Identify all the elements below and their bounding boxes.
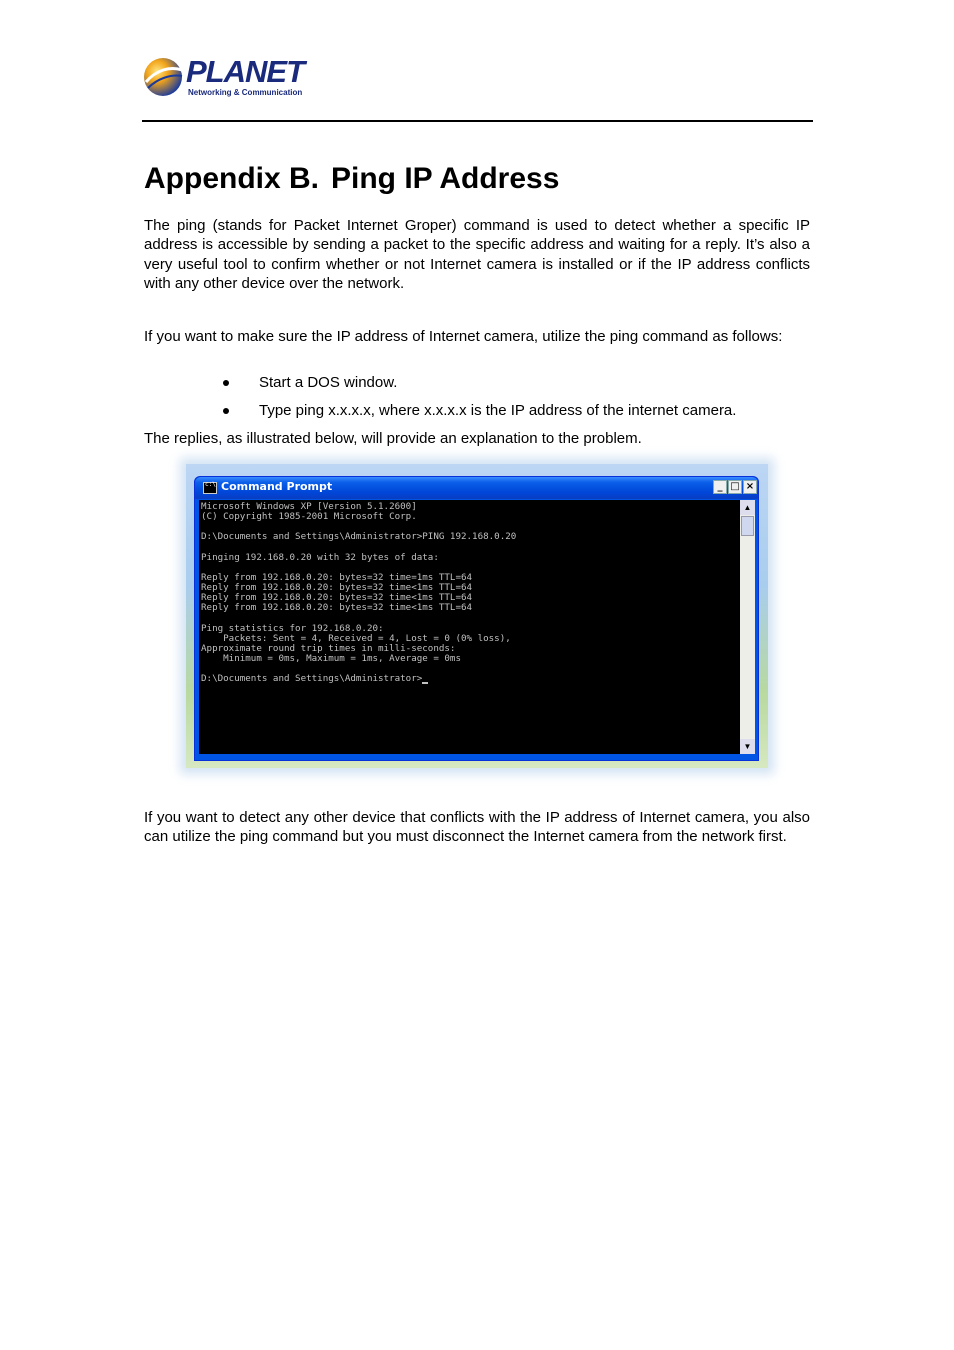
console-line: (C) Copyright 1985-2001 Microsoft Corp. [201,511,417,523]
appendix-label: Appendix B. [144,162,320,195]
console-icon [203,482,217,494]
step-text: Start a DOS window. [259,374,398,391]
scroll-down-icon[interactable]: ▼ [740,739,755,754]
vertical-scrollbar[interactable] [740,500,755,754]
console-line: Pinging 192.168.0.20 with 32 bytes of data: [201,551,439,563]
console-line: Microsoft Windows XP [Version 5.1.2600] [201,501,417,512]
console-line: D:\Documents and Settings\Administrator> [201,674,740,684]
usage-paragraph: If you want to make sure the IP address of Internet camera, utilize the ping command as follows: [144,328,783,345]
intro-paragraph: The ping (stands for Packet Internet Groper) command is used to detect whether a specific IP address is accessible by sending a packet to the specific address and waiting for a reply. It’s also a very useful tool to confirm whether or not Internet camera is installed or if the IP address conflicts with any other device over the network. [144,217,810,292]
minimize-button[interactable]: _ [713,480,727,494]
maximize-button[interactable]: □ [728,480,742,494]
console-line: Minimum = 0ms, Maximum = 1ms, Average = 0ms [201,653,461,665]
replies-paragraph: The replies, as illustrated below, will provide an explanation to the problem. [144,430,642,447]
bullet-icon [223,408,229,414]
console-line: Ping statistics for 192.168.0.20: [201,622,384,634]
window-titlebar[interactable] [195,477,758,499]
step-list [220,373,820,429]
console-line: Reply from 192.168.0.20: bytes=32 time<1ms TTL=64 [201,592,473,604]
brand-name: PLANET [186,54,304,89]
list-item [220,401,820,429]
header-divider [142,120,813,122]
planet-logo [142,54,302,100]
console-line: Reply from 192.168.0.20: bytes=32 time<1ms TTL=64 [201,582,473,594]
console-line: D:\Documents and Settings\Administrator>PING 192.168.0.20 [201,531,517,543]
scroll-thumb[interactable] [741,516,754,536]
console-line: Packets: Sent = 4, Received = 4, Lost = 0 (0% loss), [201,632,511,644]
page-title [144,160,559,198]
console-line: Reply from 192.168.0.20: bytes=32 time=1ms TTL=64 [201,571,473,583]
console-line: Approximate round trip times in milli-seconds: [201,642,456,654]
globe-icon [142,56,184,98]
conflict-paragraph: If you want to detect any other device that conflicts with the IP address of Internet camera, you also can utilize the ping command but you must disconnect the Internet camera from the network first. [144,809,810,846]
step-text: Type ping x.x.x.x, where x.x.x.x is the IP address of the internet camera. [259,402,737,419]
console-line: Reply from 192.168.0.20: bytes=32 time<1ms TTL=64 [201,602,473,614]
command-prompt-screenshot [186,464,768,768]
bullet-icon [223,380,229,386]
console-output[interactable] [199,500,740,754]
window-title: Command Prompt [221,480,333,493]
scroll-up-icon[interactable]: ▲ [740,500,755,515]
command-prompt-window [194,476,759,761]
list-item [220,373,820,401]
close-button[interactable]: × [743,480,757,494]
cursor-icon [422,682,428,684]
brand-tagline: Networking & Communication [188,88,303,97]
appendix-title: Ping IP Address [331,162,560,195]
